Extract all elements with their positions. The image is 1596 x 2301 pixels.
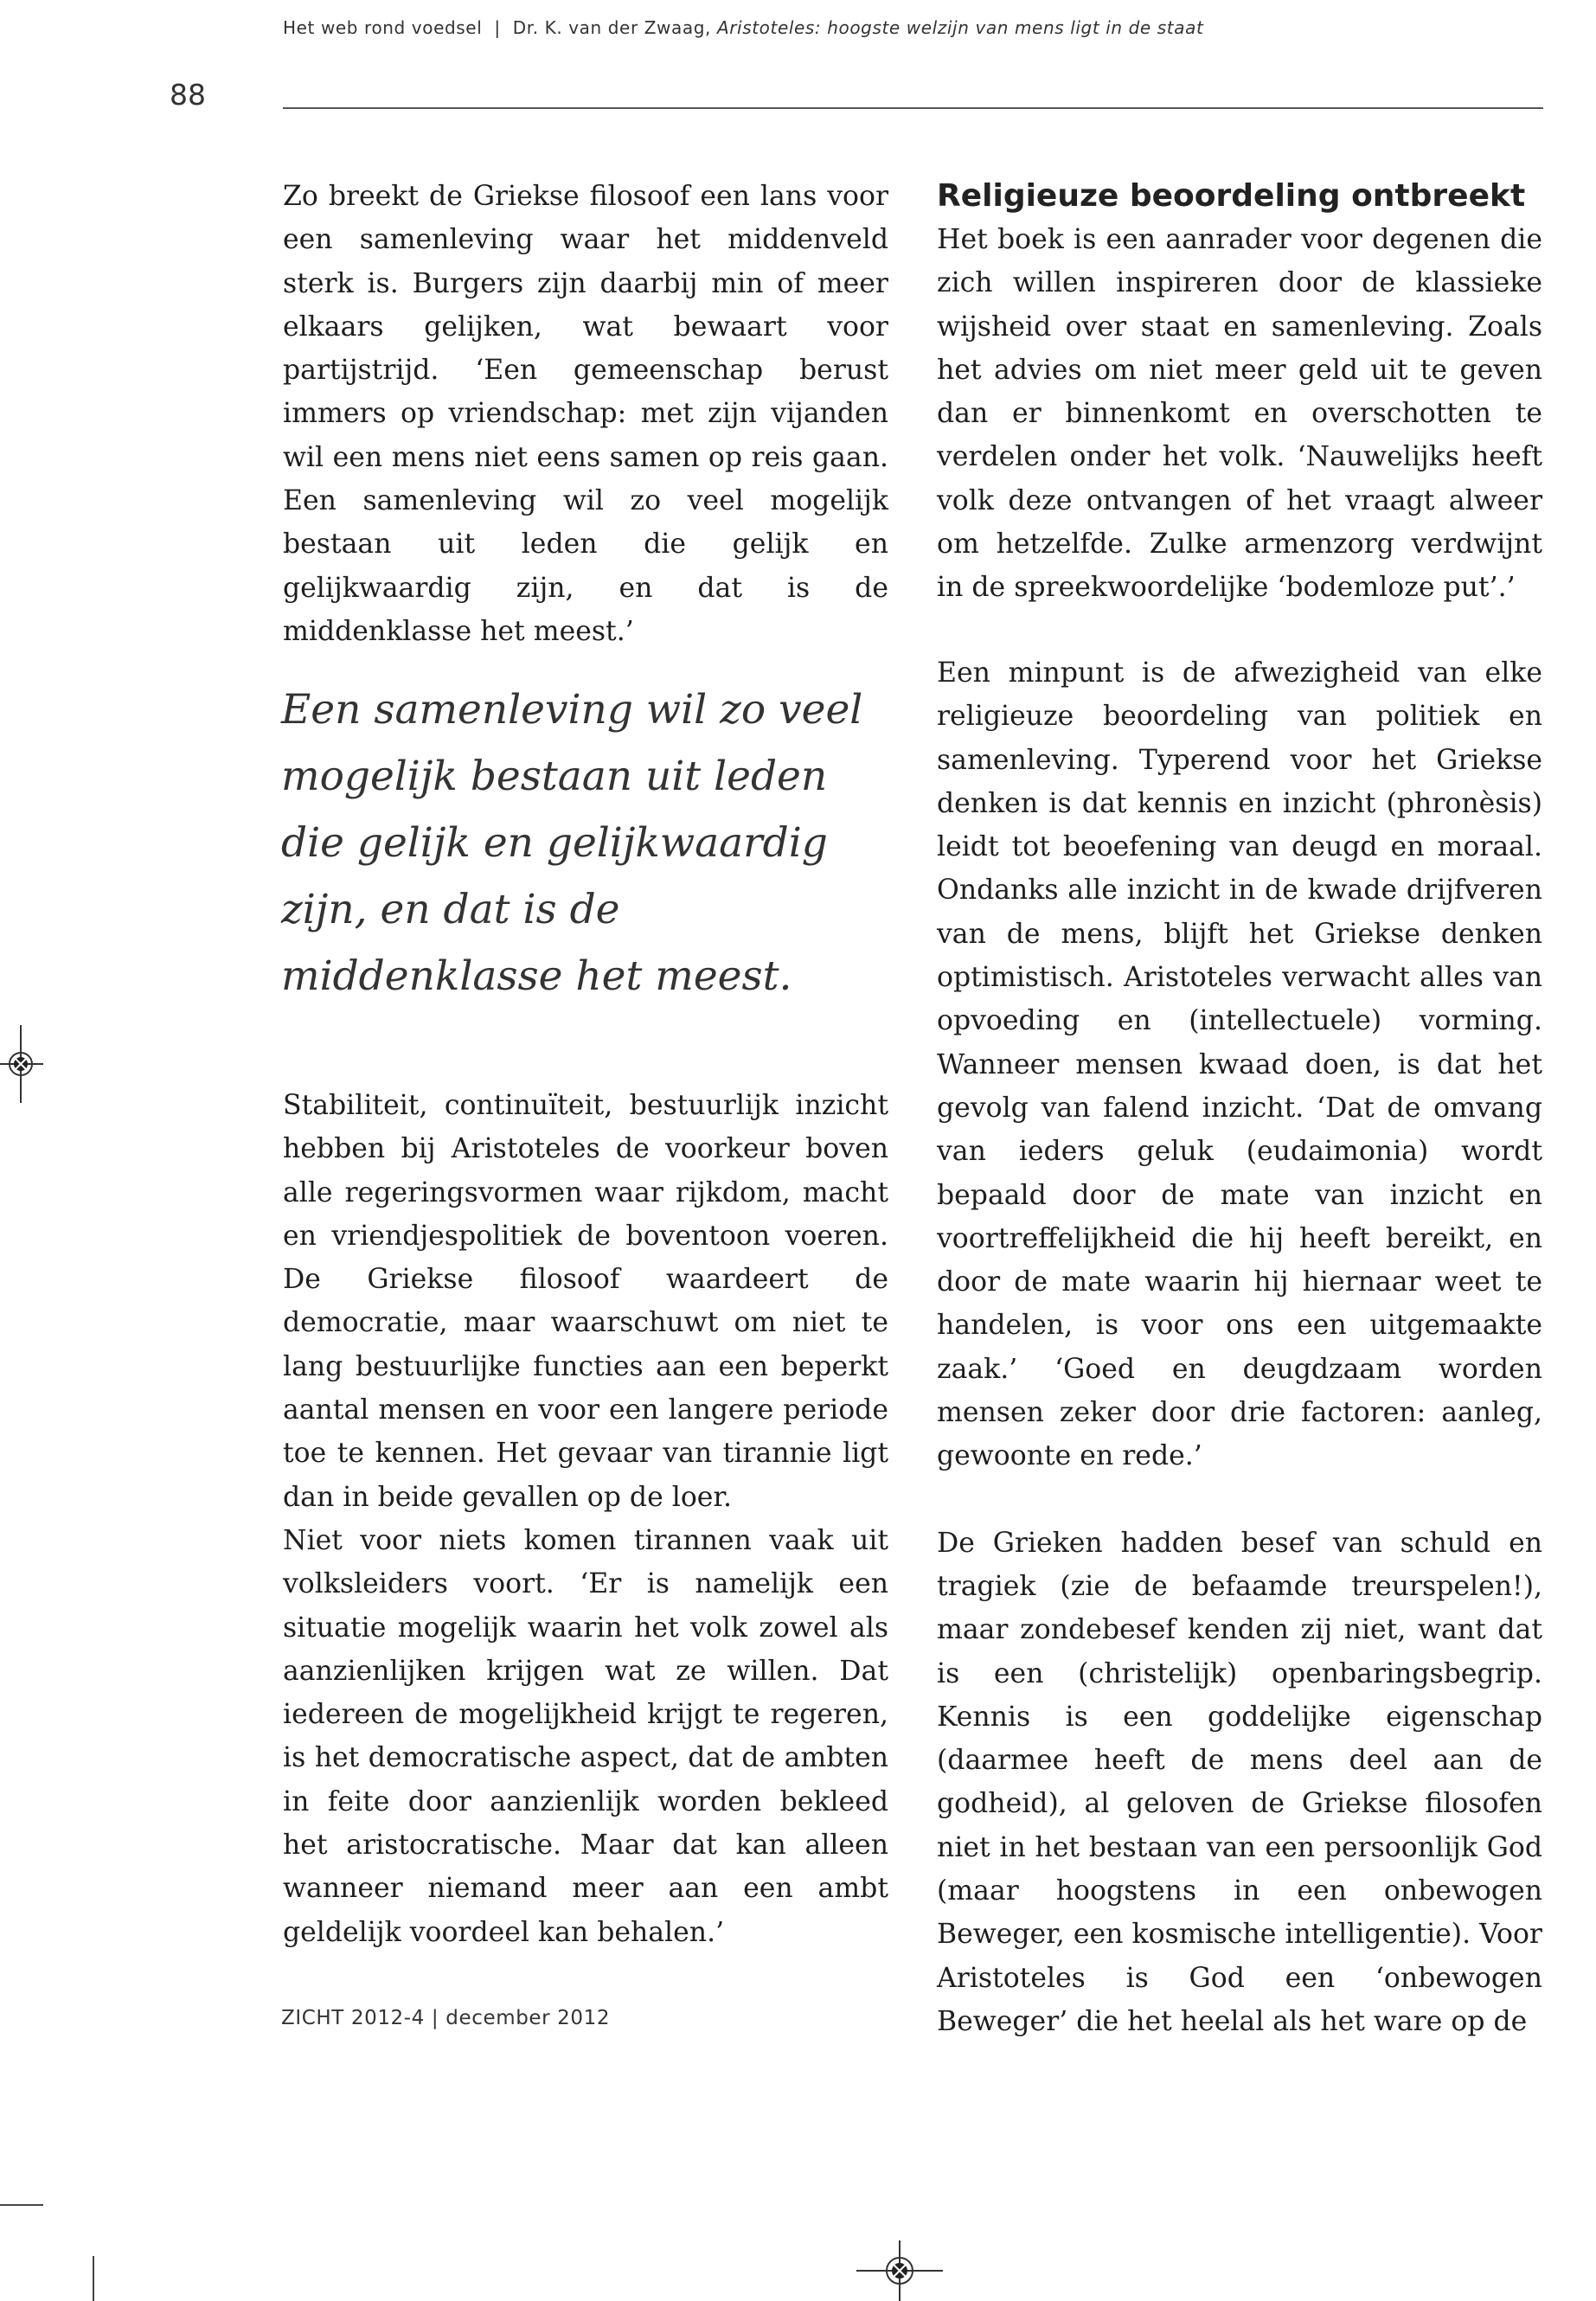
section-heading: Religieuze beoordeling ontbreekt [937,178,1526,214]
header-article-title: Aristoteles: hoogste welzijn van mens ligt in de staat [716,17,1204,38]
left-column [283,175,888,653]
registration-mark-left-icon [0,1025,52,1103]
running-header [283,17,1546,38]
page-number: 88 [170,78,206,112]
right-paragraph-3: De Grieken hadden besef van schuld en tragiek (zie de befaamde treurspelen!), maar zondebesef kenden zij niet, want dat is een (christelijk) openbaringsbegrip. Kennis is een goddelijke eigenschap (daarmee heeft de mens deel aan de godheid), al geloven de Griekse filosofen niet in het bestaan van een persoonlijk God (maar hoogstens in een onbewogen Beweger, een kosmische intelligentie). Voor Aristoteles is God een ‘onbewogen Beweger’ die het heelal als het ware op de [937,1527,1542,2037]
footer-separator: | [431,2007,439,2029]
footer-journal: ZICHT 2012-4 [281,2007,425,2029]
crop-mark-bottom-left-vertical [93,2256,94,2301]
right-paragraph-2: Een minpunt is de afwezigheid van elke religieuze beoordeling van politiek en samenleving. Typerend voor het Griekse denken is dat kennis en inzicht (phronèsis) leidt tot beoefening van deugd en moraal. Ondanks alle inzicht in de kwade drijfveren van de mens, blijft het Griekse denken optimistisch. Aristoteles verwacht alles van opvoeding en (intellectuele) vorming. Wanneer mensen kwaad doen, is dat het gevolg van falend inzicht. ‘Dat de omvang van ieders geluk (eudaimonia) wordt bepaald door de mate van inzicht en voortreffelijkheid die hij heeft bereikt, en door de mate waarin hij hiernaar weet te handelen, is voor ons een uitgemaakte zaak.’ ‘Goed en deugdzaam worden mensen zeker door drie factoren: aanleg, gewoonte en rede.’ [937,657,1542,1472]
right-column [937,175,1542,610]
header-rule [283,107,1543,109]
footer [281,2007,610,2029]
header-author: Dr. K. van der Zwaag, [512,17,711,38]
footer-date: december 2012 [445,2007,611,2029]
left-paragraph-3: Niet voor niets komen tirannen vaak uit volksleiders voort. ‘Er is namelijk een situatie mogelijk waarin het volk zowel als aanzienlijken krijgen wat ze willen. Dat iedereen de mogelijkheid krijgt te regeren, is het democratische aspect, dat de ambten in feite door aanzienlijk worden bekleed het aristocratische. Maar dat kan alleen wanneer niemand meer aan een ambt geldelijk voordeel kan behalen.’ [283,1524,888,1948]
right-column-middle [937,651,1542,2043]
left-paragraph-1: Zo breekt de Griekse filosoof een lans voor een samenleving waar het middenveld sterk is. Burgers zijn daarbij min of meer elkaars gelijken, wat bewaart voor partijstrijd. ‘Een gemeenschap berust immers op vriendschap: met zijn vijanden wil een mens niet eens samen op reis gaan. Een samenleving wil zo veel mogelijk bestaan uit leden die gelijk en gelijkwaardig zijn, en dat is de middenklasse het meest.’ [283,181,888,647]
pull-quote: Een samenleving wil zo veel mogelijk bestaan uit leden die gelijk en gelijkwaardig zijn, en dat is de middenklasse het meest. [281,686,863,1000]
header-separator: | [494,17,501,38]
left-column-lower [283,1084,888,1954]
right-paragraph-1: Het boek is een aanrader voor degenen die zich willen inspireren door de klassieke wijsheid over staat en samenleving. Zoals het advies om niet meer geld uit te geven dan er binnenkomt en overschotten te verdelen onder het volk. ‘Nauwelijks heeft volk deze ontvangen of het vraagt alweer om hetzelfde. Zulke armenzorg verdwijnt in de spreekwoordelijke ‘bodemloze put’.’ [937,224,1542,604]
header-publication: Het web rond voedsel [283,17,483,38]
registration-mark-bottom-icon [852,2240,947,2301]
crop-mark-bottom-left-horizontal [0,2204,43,2206]
left-paragraph-2: Stabiliteit, continuïteit, bestuurlijk inzicht hebben bij Aristoteles de voorkeur boven alle regeringsvormen waar rijkdom, macht en vriendjespolitiek de boventoon voeren. De Griekse filosoof waardeert de democratie, maar waarschuwt om niet te lang bestuurlijke functies aan een beperkt aantal mensen en voor een langere periode toe te kennen. Het gevaar van tirannie ligt dan in beide gevallen op de loer. [283,1090,888,1513]
